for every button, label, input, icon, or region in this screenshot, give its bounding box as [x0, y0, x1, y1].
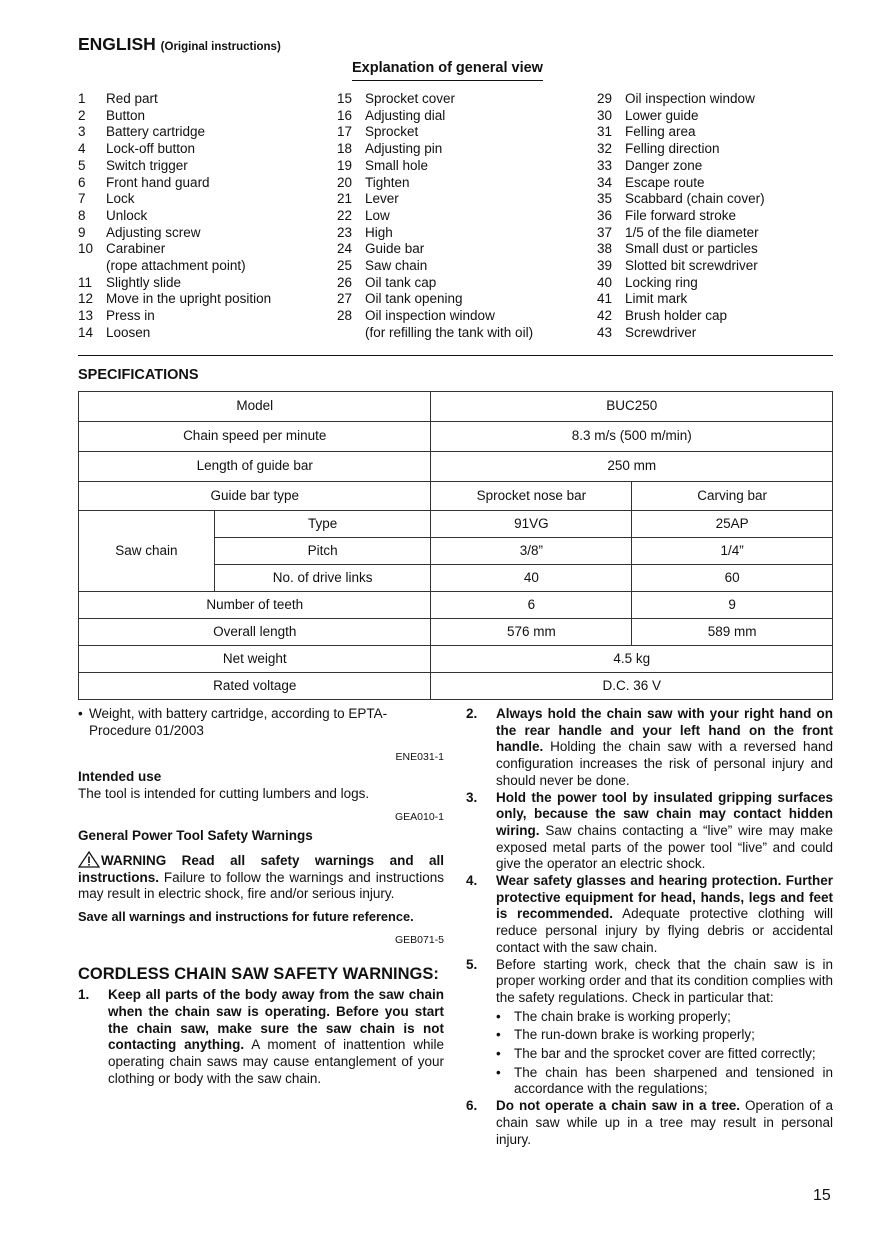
warning-paragraph: WARNING Read all safety warnings and all instructions. Failure to follow the warnings and instructions may result in electric shock, fire and/or serious injury. [78, 852, 444, 902]
part-number [78, 258, 106, 275]
part-name: Oil inspection window [365, 308, 495, 324]
list-item [337, 325, 587, 342]
part-name: Lock [106, 191, 135, 207]
part-number: 16 [337, 107, 353, 123]
rated-voltage-label: Rated voltage [79, 673, 431, 700]
part-number: 32 [597, 141, 613, 157]
part-number: 37 [597, 224, 613, 240]
list-item [597, 108, 847, 125]
pitch-b: 1/4” [632, 538, 833, 565]
list-item [337, 291, 587, 308]
guide-length-label: Length of guide bar [79, 452, 431, 482]
part-name: Lock-off button [106, 141, 196, 157]
list-item [597, 175, 847, 192]
list-item [78, 291, 328, 308]
part-name: Sprocket [365, 124, 419, 140]
list-item: • The chain has been sharpened and tensioned in accordance with the regulations; [496, 1064, 833, 1097]
part-number: 19 [337, 157, 353, 173]
pitch-a: 3/8” [431, 538, 632, 565]
part-name: Small hole [365, 157, 429, 173]
teeth-a: 6 [431, 592, 632, 619]
overall-length-a: 576 mm [431, 619, 632, 646]
part-number: 14 [78, 324, 94, 340]
drive-links-b: 60 [632, 565, 833, 592]
part-name: Limit mark [625, 291, 688, 307]
table-row [79, 482, 833, 511]
part-name: Battery cartridge [106, 124, 206, 140]
part-name: Danger zone [625, 157, 703, 173]
part-name: Carabiner [106, 241, 166, 257]
intended-use-title: Intended use [78, 769, 162, 785]
part-name: Locking ring [625, 274, 698, 290]
drive-links-label: No. of drive links [214, 565, 431, 592]
list-item [597, 158, 847, 175]
part-number: 22 [337, 207, 353, 223]
part-number: 35 [597, 191, 613, 207]
model-value: BUC250 [431, 392, 833, 422]
part-name: Oil tank cap [365, 274, 437, 290]
table-row [79, 511, 833, 538]
list-item [78, 91, 328, 108]
part-number: 13 [78, 308, 94, 324]
list-item [78, 191, 328, 208]
list-item [337, 124, 587, 141]
part-name: Scabbard (chain cover) [625, 191, 765, 207]
part-number: 1 [78, 91, 86, 106]
code-label: ENE031-1 [395, 751, 444, 764]
part-number: 4 [78, 141, 86, 157]
list-item [337, 141, 587, 158]
part-number: 18 [337, 141, 353, 157]
specifications-title: SPECIFICATIONS [78, 367, 199, 383]
list-item [78, 258, 328, 275]
part-name: File forward stroke [625, 207, 737, 223]
part-name: Adjusting screw [106, 224, 201, 240]
part-name: Low [365, 207, 390, 223]
part-name: Slightly slide [106, 274, 182, 290]
part-number: 38 [597, 241, 613, 257]
table-row [79, 422, 833, 452]
parts-list-col3 [597, 91, 847, 342]
list-item [78, 241, 328, 258]
part-number: 6 [78, 174, 86, 190]
part-name: Screwdriver [625, 324, 697, 340]
model-label: Model [79, 392, 431, 422]
net-weight-value: 4.5 kg [431, 646, 833, 673]
guide-type-a: Sprocket nose bar [431, 482, 632, 511]
part-number: 10 [78, 241, 94, 257]
part-number: 24 [337, 241, 353, 257]
code-label: GEA010-1 [394, 810, 444, 823]
general-view-title: Explanation of general view [352, 60, 543, 81]
part-number: 20 [337, 174, 353, 190]
warning-triangle-icon [78, 851, 100, 868]
list-item [337, 175, 587, 192]
part-number: 31 [597, 124, 613, 140]
part-number: 25 [337, 258, 353, 274]
list-item [597, 208, 847, 225]
list-item: • The run-down brake is working properly; [496, 1027, 755, 1043]
list-item [597, 275, 847, 292]
part-name: Loosen [106, 324, 151, 340]
part-name: Switch trigger [106, 157, 188, 173]
right-column [466, 706, 833, 1148]
warning-item-2: 2. Always hold the chain saw with your right hand on the rear handle and your left hand on the front handle. Holding the chain saw with a reversed hand configuration increases the risk of personal injury and should never be done. [466, 706, 833, 788]
part-number: 40 [597, 274, 613, 290]
part-number: 12 [78, 291, 94, 307]
part-number: 43 [597, 324, 613, 340]
part-name: Escape route [625, 174, 705, 190]
list-item [337, 241, 587, 258]
list-item [337, 258, 587, 275]
part-name: Front hand guard [106, 174, 210, 190]
net-weight-label: Net weight [79, 646, 431, 673]
part-name: Adjusting dial [365, 107, 446, 123]
part-number: 23 [337, 224, 353, 240]
warning-item-5: 5. Before starting work, check that the chain saw is in proper working order and that its condition complies with the safety regulations. Check in particular that: • The chain brake is working properly; • The run-down brake is working properly; • The bar and the sprocket cover are fitted correctly; • The chain has been sharpened and tensioned in accordance with the regulations; [466, 956, 833, 1097]
list-item [597, 225, 847, 242]
overall-length-label: Overall length [79, 619, 431, 646]
warning-item-6: 6. Do not operate a chain saw in a tree. Operation of a chain saw while up in a tree may result in personal injury. [466, 1098, 834, 1147]
part-name: Lever [365, 191, 399, 207]
warning-item-1: 1. Keep all parts of the body away from the saw chain when the chain saw is operating. Before you start the chain saw, make sure the saw chain is not contacting anything. A moment of inattention while operating chain saws may cause entanglement of your clothing or body with the saw chain. [78, 987, 444, 1086]
list-item [78, 141, 328, 158]
part-name: Oil inspection window [625, 91, 755, 106]
list-item [597, 91, 847, 108]
part-name: Red part [106, 91, 158, 106]
table-row [79, 619, 833, 646]
list-item [78, 124, 328, 141]
pitch-label: Pitch [214, 538, 431, 565]
list-item [337, 225, 587, 242]
part-number: 2 [78, 107, 86, 123]
list-item [597, 191, 847, 208]
list-item [78, 325, 328, 342]
language-header: ENGLISH (Original instructions) [78, 34, 281, 54]
part-number: 17 [337, 124, 353, 140]
list-item: • The bar and the sprocket cover are fitted correctly; [496, 1046, 816, 1062]
part-number: 41 [597, 291, 613, 307]
save-warnings: Save all warnings and instructions for future reference. [78, 909, 414, 925]
list-item [597, 258, 847, 275]
page-number: 15 [813, 1187, 831, 1204]
list-item [337, 91, 587, 108]
part-number: 29 [597, 91, 613, 106]
part-name: Felling area [625, 124, 696, 140]
table-row [79, 646, 833, 673]
list-item [597, 241, 847, 258]
guide-type-b: Carving bar [632, 482, 833, 511]
table-row [79, 673, 833, 700]
weight-note: • Weight, with battery cartridge, according to EPTA-Procedure 01/2003 [78, 706, 388, 738]
part-name: Brush holder cap [625, 308, 728, 324]
teeth-label: Number of teeth [79, 592, 431, 619]
list-item [597, 291, 847, 308]
intended-use-text: The tool is intended for cutting lumbers and logs. [78, 785, 370, 801]
part-number [337, 325, 365, 342]
part-name: High [365, 224, 393, 240]
part-name: Slotted bit screwdriver [625, 258, 758, 274]
part-name: Adjusting pin [365, 141, 443, 157]
part-number: 28 [337, 308, 353, 324]
list-item [78, 275, 328, 292]
part-name: Small dust or particles [625, 241, 758, 257]
drive-links-a: 40 [431, 565, 632, 592]
part-name: Button [106, 107, 146, 123]
code-label: GEB071-5 [394, 933, 444, 946]
teeth-b: 9 [632, 592, 833, 619]
list-item [78, 208, 328, 225]
list-item [597, 124, 847, 141]
part-number: 34 [597, 174, 613, 190]
part-name: 1/5 of the file diameter [625, 224, 759, 240]
part-name: Lower guide [625, 107, 699, 123]
part-name: Felling direction [625, 141, 720, 157]
part-number: 33 [597, 157, 613, 173]
list-item [78, 158, 328, 175]
warning-item-4: 4. Wear safety glasses and hearing protection. Further protective equipment for head, hands, legs and feet is recommended. Adequate protective clothing will reduce personal injury by flying debris or accidental contact with the saw chain. [466, 873, 833, 955]
list-item [337, 191, 587, 208]
list-item [597, 141, 847, 158]
type-a: 91VG [431, 511, 632, 538]
part-number: 42 [597, 308, 613, 324]
list-item [337, 108, 587, 125]
table-row [79, 392, 833, 422]
part-number: 5 [78, 157, 86, 173]
list-item [337, 158, 587, 175]
rated-voltage-value: D.C. 36 V [431, 673, 833, 700]
part-name: Saw chain [365, 258, 428, 274]
part-number: 36 [597, 207, 613, 223]
cordless-warnings-title: CORDLESS CHAIN SAW SAFETY WARNINGS: [78, 965, 439, 984]
part-number: 3 [78, 124, 86, 140]
list-item [337, 275, 587, 292]
chain-speed-value: 8.3 m/s (500 m/min) [431, 422, 833, 452]
chain-speed-label: Chain speed per minute [79, 422, 431, 452]
list-item [78, 175, 328, 192]
part-number: 27 [337, 291, 353, 307]
guide-type-label: Guide bar type [79, 482, 431, 511]
list-item [78, 225, 328, 242]
list-item: • The chain brake is working properly; [496, 1008, 731, 1024]
table-row [79, 452, 833, 482]
list-item [78, 308, 328, 325]
warning-item-3: 3. Hold the power tool by insulated gripping surfaces only, because the saw chain may contact hidden wiring. Saw chains contacting a “live” wire may make exposed metal parts of the power tool “live” and could give the operator an electric shock. [466, 789, 833, 872]
part-number: 30 [597, 107, 613, 123]
divider [78, 355, 833, 356]
list-item [78, 108, 328, 125]
part-number: 26 [337, 274, 353, 290]
part-name: Oil tank opening [365, 291, 463, 307]
parts-list-col1 [78, 91, 328, 342]
type-b: 25AP [632, 511, 833, 538]
part-number: 39 [597, 258, 613, 274]
specifications-table [78, 391, 833, 700]
part-name: Tighten [365, 174, 410, 190]
part-number: 7 [78, 191, 86, 207]
parts-list-col2 [337, 91, 587, 342]
language-subtitle: (Original instructions) [160, 41, 281, 53]
general-warnings-title: General Power Tool Safety Warnings [78, 828, 313, 844]
saw-chain-label: Saw chain [79, 511, 215, 592]
table-row [79, 592, 833, 619]
part-name: (rope attachment point) [106, 258, 246, 274]
part-name: Guide bar [365, 241, 425, 257]
list-item [337, 208, 587, 225]
part-name: (for refilling the tank with oil) [365, 324, 534, 340]
part-number: 15 [337, 91, 353, 106]
part-name: Move in the upright position [106, 291, 272, 307]
part-number: 8 [78, 207, 86, 223]
left-column [78, 706, 444, 1087]
part-number: 9 [78, 224, 86, 240]
list-item [337, 308, 587, 325]
part-number: 21 [337, 191, 353, 207]
part-name: Sprocket cover [365, 91, 456, 106]
type-label: Type [214, 511, 431, 538]
part-name: Unlock [106, 207, 148, 223]
guide-length-value: 250 mm [431, 452, 833, 482]
list-item [597, 325, 847, 342]
part-name: Press in [106, 308, 155, 324]
list-item [597, 308, 847, 325]
overall-length-b: 589 mm [632, 619, 833, 646]
part-number: 11 [78, 274, 93, 290]
